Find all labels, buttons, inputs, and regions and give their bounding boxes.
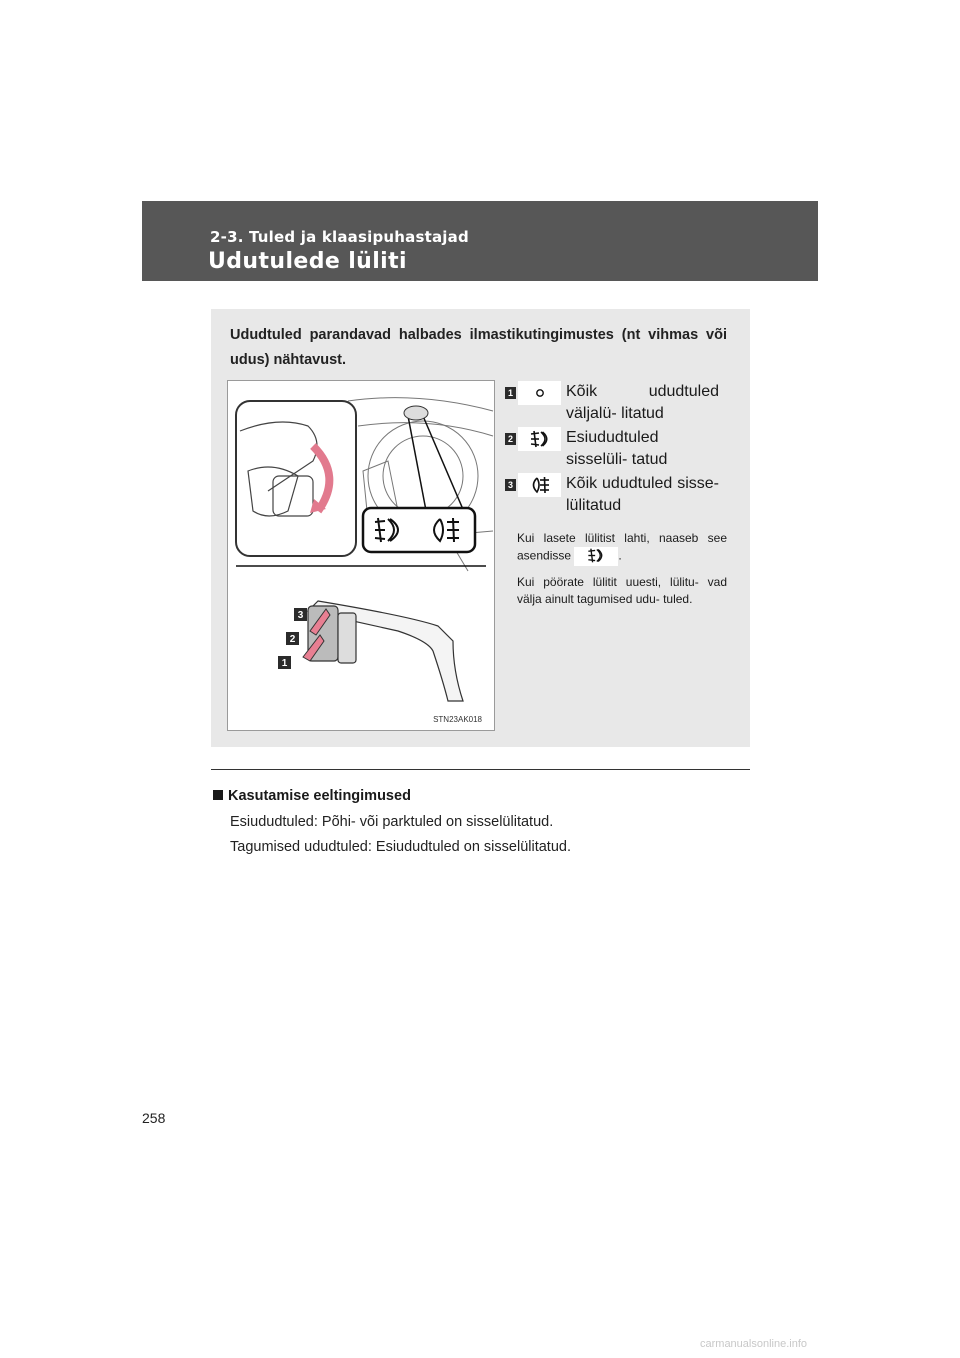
svg-text:2: 2 [289,634,296,645]
note-turn-again: Kui pöörate lülitit uuesti, lülitu- vad välja ainult tagumised udu- tuled. [517,575,727,606]
conditions-heading: Kasutamise eeltingimused [213,788,753,810]
switch-positions-list [503,381,733,519]
conditions-section [213,788,753,860]
illustration-drawing [228,381,494,730]
section-header [142,201,818,281]
pointer-line [423,416,468,521]
figure-label: STN23AK018 [433,715,482,724]
item-text: Kõik ududtuled sisse- lülitatud [566,475,719,514]
callout-3 [294,608,307,621]
callout-1 [278,656,291,669]
note-text: Kui lasete lülitist lahti, naaseb see asendisse [517,531,727,563]
section-divider [211,769,750,770]
square-bullet-icon [213,790,223,800]
fog-switch-illustration [227,380,495,731]
page-number: 258 [142,1110,166,1126]
svg-text:1: 1 [281,658,288,669]
front-fog-light-icon [518,427,561,451]
list-item [503,473,733,519]
front-fog-light-icon [574,547,618,566]
item-text: Kõik ududtuled väljalü- litatud [566,383,719,422]
item-number-badge: 2 [505,433,516,445]
list-item [503,427,733,473]
note-text-end: . [618,548,622,563]
list-item [503,381,733,427]
callout-2 [286,632,299,645]
off-circle-icon [518,381,561,405]
section-label: 2-3. Tuled ja klaasipuhastajad [210,228,469,246]
condition-line: Esiududtuled: Põhi- või parktuled on sisselülitatud. [230,814,554,830]
item-text: Esiududtuled sisselüli- tatud [566,429,668,468]
pointer-line [408,416,428,521]
item-number-badge: 3 [505,479,516,491]
svg-text:3: 3 [297,610,304,621]
zoom-bubble [236,401,356,556]
condition-line: Tagumised ududtuled: Esiududtuled on sisselülitatud. [230,839,571,855]
watermark: carmanualsonline.info [700,1338,808,1350]
note-release [517,530,727,566]
page-title: Udutulede lüliti [208,249,407,274]
item-number-badge: 1 [505,387,516,399]
notes [517,530,727,616]
info-box [211,309,750,747]
rear-fog-light-icon [518,473,561,497]
intro-text: Ududtuled parandavad halbades ilmastikutingimustes (nt vihmas või udus) nähtavust. [230,327,727,368]
